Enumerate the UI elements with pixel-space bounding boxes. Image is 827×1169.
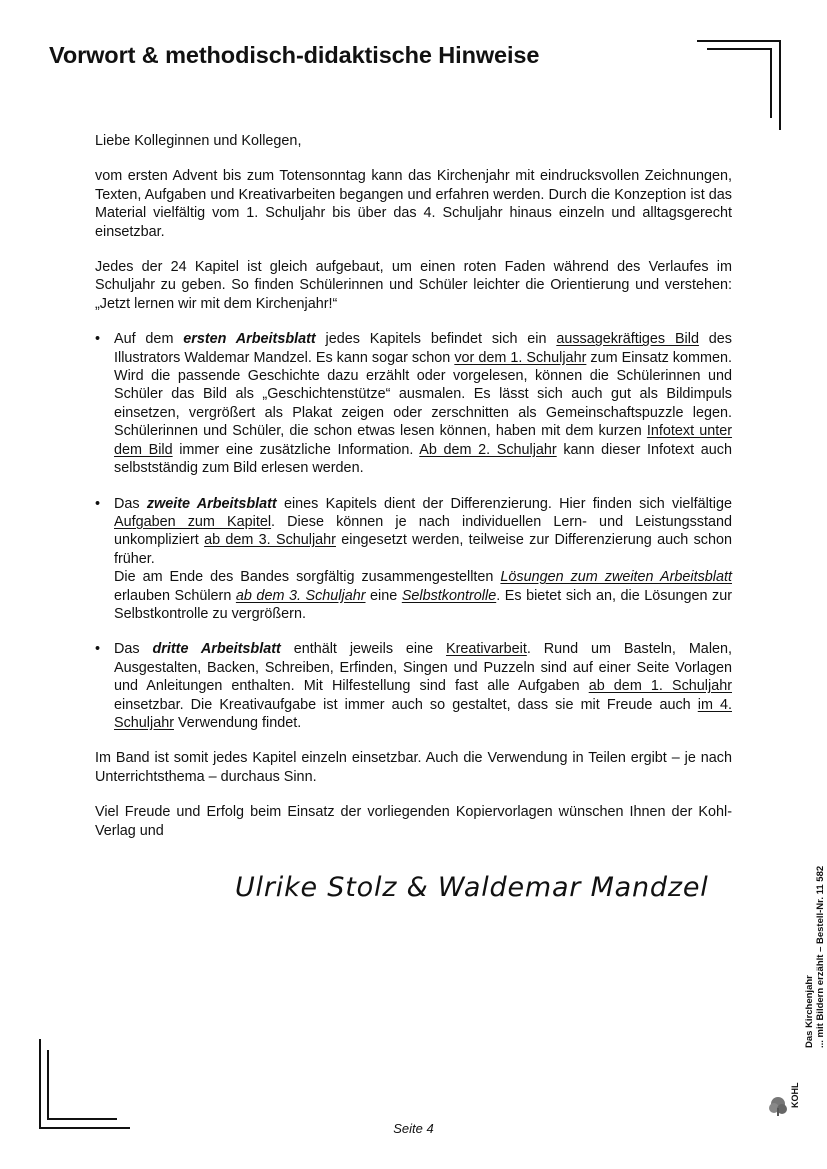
side-product-info <box>804 866 826 1048</box>
page-title: Vorwort & methodisch-didaktische Hinweise <box>49 42 540 68</box>
underline-text: ab dem 3. Schuljahr <box>204 532 336 549</box>
bullet-first-worksheet: • Auf dem ersten Arbeitsblatt jedes Kapitels befindet sich ein aussagekräftiges Bild des Illustrators Waldemar Mandzel. Es kann sogar schon vor dem 1. Schuljahr zum Einsatz kommen. Wird die passende Geschichte dazu erzählt oder vorgelesen, können die Schülerinnen und Schüler das Bild als „Geschichtenstütze“ ausmalen. Es lässt sich auch gut als Bildimpuls einsetzen, vergrößert als Plakat zeigen oder zerschnitten als Gemeinschaftspuzzle legen. Schülerinnen und Schüler, die schon etwas lesen können, haben mit dem kurzen Infotext unter dem Bild immer eine zusätzliche Information. Ab dem 2. Schuljahr kann dieser Infotext auch selbstständig zum Bild erlesen werden. <box>95 331 733 477</box>
underline-text: Ab dem 2. Schuljahr <box>419 441 557 458</box>
emphasis: ersten Arbeitsblatt <box>183 331 316 348</box>
underline-text: vor dem 1. Schuljahr <box>454 349 587 366</box>
salutation: Liebe Kolleginnen und Kollegen, <box>95 133 302 149</box>
publisher-logo-icon <box>766 1064 806 1116</box>
underline-text: Infotext unter dem Bild <box>114 423 733 458</box>
underline-text: Aufgaben zum Kapitel <box>114 513 272 530</box>
bullet-second-worksheet: • Das zweite Arbeitsblatt eines Kapitels dient der Differenzierung. Hier finden sich vielfältige Aufgaben zum Kapitel. Diese können je nach individuellen Lern- und Leistungsstand unkompliziert ab dem 3. Schuljahr eingesetzt werden, teilweise zur Differenzierung auch schon früher. Die am Ende des Bandes sorgfältig zusammengestellten Lösungen zum zweiten Arbeitsblatt erlauben Schülern ab dem 3. Schuljahr eine Selbstkontrolle. Es bietet sich an, die Lösungen zur Selbstkontrolle zu vergrößern. <box>95 495 733 622</box>
foreword-body <box>95 132 732 857</box>
bullet-icon: • <box>95 331 101 348</box>
intro-paragraph: vom ersten Advent bis zum Totensonntag kann das Kirchenjahr mit eindrucksvollen Zeichnungen, Texten, Aufgaben und Kreativarbeiten begangen und erfahren werden. Durch die Konzeption ist das Material vielfältig vom 1. Schuljahr bis über das 4. Schuljahr hinaus einzeln und alltagsgerecht einsetzbar. <box>95 168 732 240</box>
usage-paragraph: Im Band ist somit jedes Kapitel einzeln einsetzbar. Auch die Verwendung in Teilen ergibt – je nach Unterrichtsthema – durchaus Sinn. <box>95 750 732 785</box>
bullet-icon: • <box>95 495 101 512</box>
underline-text: Kreativarbeit <box>446 641 527 658</box>
emphasis: zweite Arbeitsblatt <box>146 495 277 512</box>
page-number: Seite 4 <box>393 1121 434 1136</box>
emphasis: dritte Arbeitsblatt <box>152 641 281 658</box>
underline-text: aussagekräftiges Bild <box>556 331 699 348</box>
side-info-line-2: ... mit Bildern erzählt – Bestell-Nr. 11 582 <box>815 865 826 1048</box>
bullet-third-worksheet: • Das dritte Arbeitsblatt enthält jeweils eine Kreativarbeit. Rund um Basteln, Malen, Ausgestalten, Backen, Schreiben, Erfinden, Singen und Puzzeln sind auf einer Seite Vorlagen und Anleitungen enthalten. Mit Hilfestellung sind fast alle Aufgaben ab dem 1. Schuljahr einsetzbar. Die Kreativaufgabe ist immer auch so gestaltet, dass sie mit Freude auch im 4. Schuljahr Verwendung findet. <box>95 641 733 731</box>
author-signature: Ulrike Stolz & Waldemar Mandzel <box>235 872 709 903</box>
underline-italic-text: Selbstkontrolle <box>401 587 497 604</box>
underline-italic-text: Lösungen zum zweiten Arbeitsblatt <box>500 569 732 586</box>
bullet-icon: • <box>95 641 101 658</box>
side-info-line-1: Das Kirchenjahr <box>804 975 815 1048</box>
structure-paragraph: Jedes der 24 Kapitel ist gleich aufgebaut, um einen roten Faden während des Verlaufes im Schuljahr zu geben. So finden Schülerinnen und Schüler leichter die Orientierung und verstehen: „Jetzt lernen wir mit dem Kirchenjahr!“ <box>95 259 732 312</box>
underline-text: ab dem 1. Schuljahr <box>588 678 732 695</box>
underline-italic-text: ab dem 3. Schuljahr <box>235 587 366 604</box>
publisher-logo-text: KOHL <box>790 1082 800 1108</box>
underline-text: im 4. Schuljahr <box>114 696 732 731</box>
closing-paragraph: Viel Freude und Erfolg beim Einsatz der vorliegenden Kopiervorlagen wünschen Ihnen der Kohl-Verlag und <box>95 804 732 839</box>
